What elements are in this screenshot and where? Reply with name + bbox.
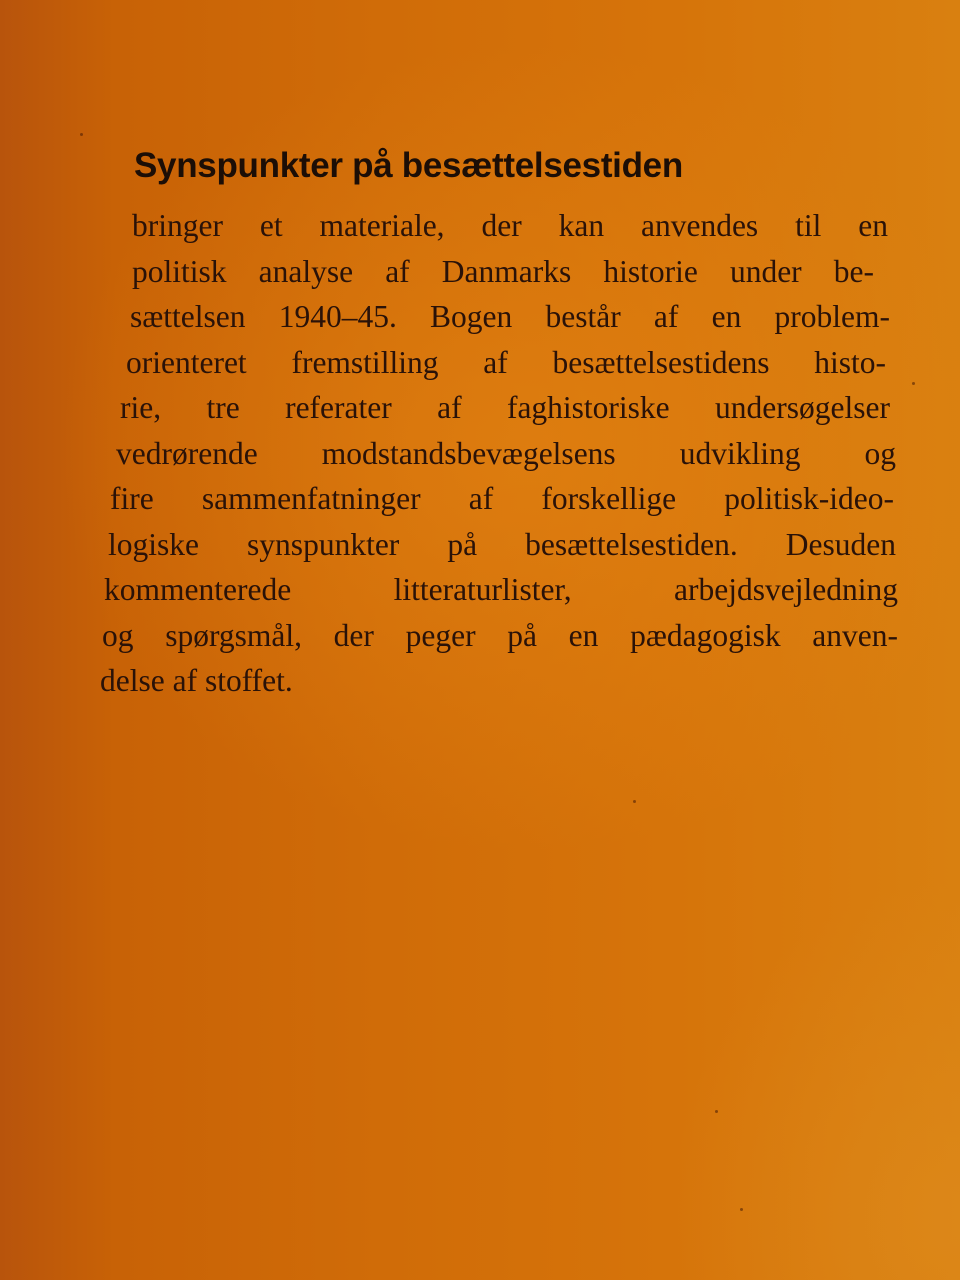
- paper-speck: [633, 800, 636, 803]
- blurb-line: bringer et materiale, der kan anvendes til en: [132, 208, 888, 243]
- blurb-paragraph: [100, 203, 900, 704]
- paper-speck: [740, 1208, 743, 1211]
- blurb-line: logiske synspunkter på besættelsestiden. Desuden: [108, 526, 896, 562]
- blurb-line: rie, tre referater af faghistoriske undersøgelser: [120, 390, 890, 425]
- book-title: Synspunkter på besættelsestiden: [134, 146, 683, 185]
- blurb-line: politisk analyse af Danmarks historie under be-: [132, 253, 874, 289]
- paper-speck: [912, 382, 915, 385]
- blurb-line: delse af stoffet.: [100, 663, 293, 698]
- blurb-line: kommenterede litteraturlister, arbejdsvejledning: [104, 572, 898, 607]
- blurb-line: fire sammenfatninger af forskellige politisk-ideo-: [110, 481, 894, 516]
- blurb-line: orienteret fremstilling af besættelsestidens histo-: [126, 344, 886, 380]
- paper-speck: [715, 1110, 718, 1113]
- blurb-line: og spørgsmål, der peger på en pædagogisk anven-: [102, 617, 898, 653]
- paper-speck: [80, 133, 83, 136]
- blurb-line: vedrørende modstandsbevægelsens udvikling og: [116, 435, 896, 471]
- blurb-line: sættelsen 1940–45. Bogen består af en problem-: [130, 299, 890, 334]
